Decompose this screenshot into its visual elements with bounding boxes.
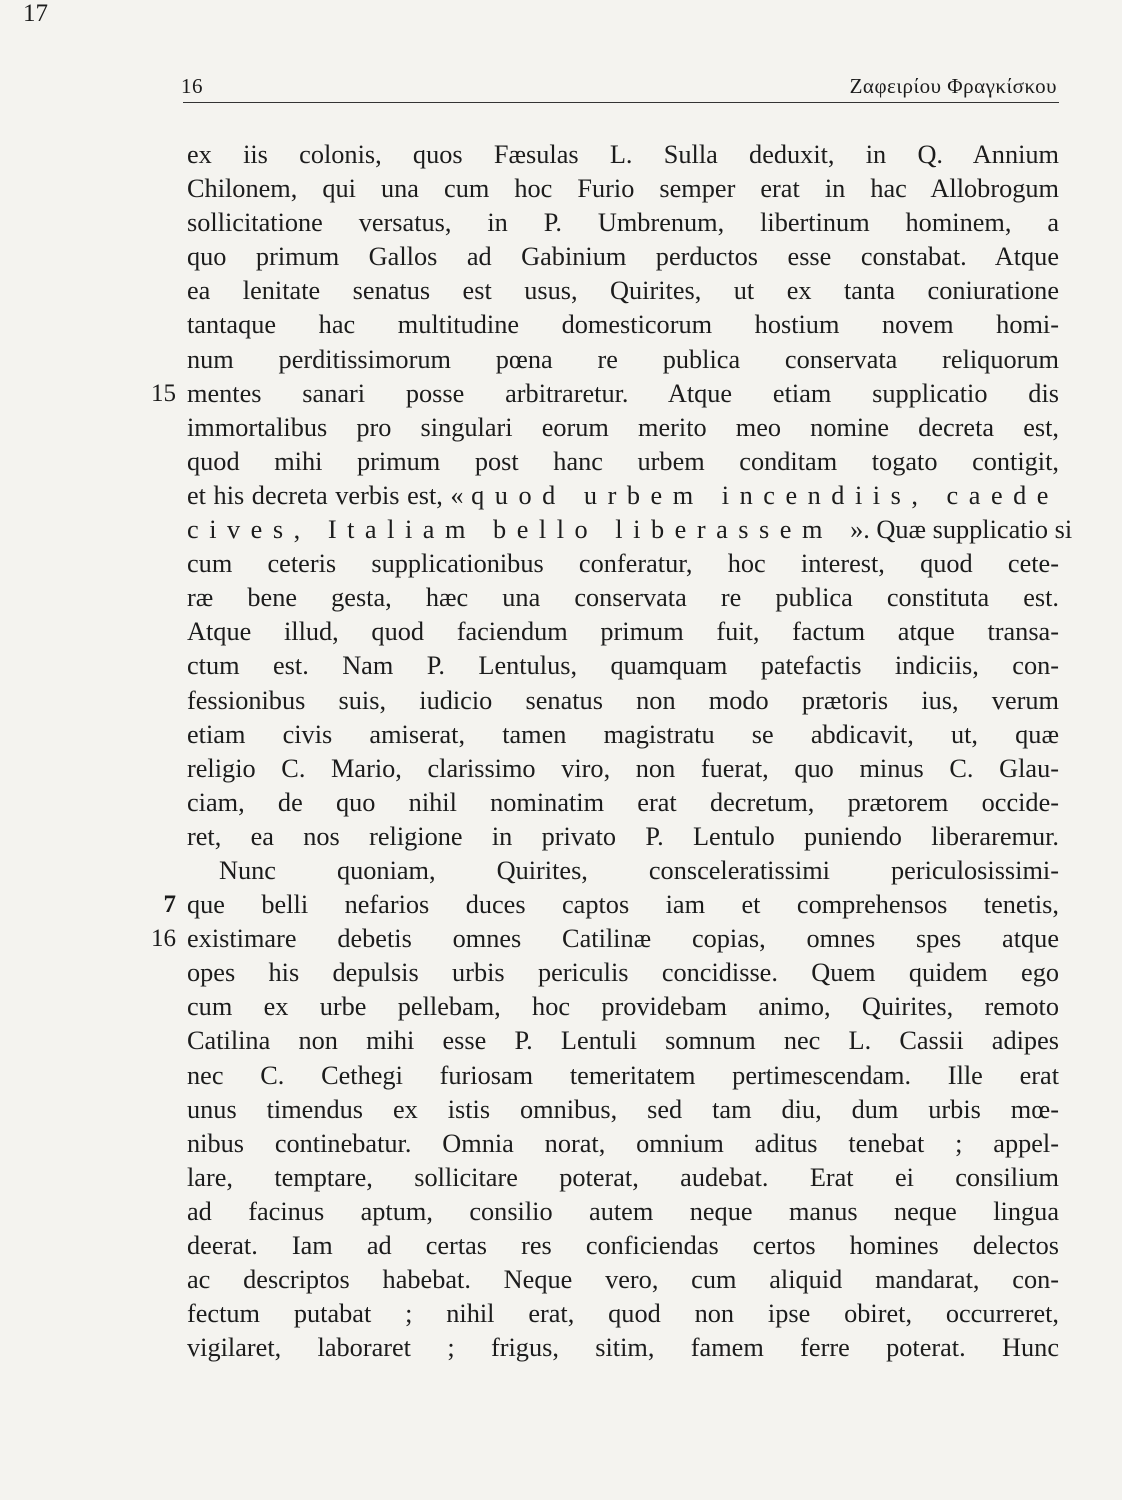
text-line: num perditissimorum pœna re publica conservata reliquorum (187, 344, 1059, 374)
running-title: Ζαφειρίου Φραγκίσκου (849, 74, 1057, 98)
body-text (187, 138, 1073, 1365)
text-line: deerat. Iam ad certas res conficiendas certos homines delectos (187, 1231, 1059, 1260)
text-line: opes his depulsis urbis periculis concidisse. Quem quidem ego (187, 958, 1059, 988)
text-line: nec C. Cethegi furiosam temeritatem pertimescendam. Ille erat (187, 1060, 1059, 1090)
text-line: sollicitatione versatus, in P. Umbrenum, libertinum hominem, a (187, 208, 1059, 238)
page-number: 16 (181, 74, 203, 98)
text-line: Chilonem, qui una cum hoc Furio semper erat in hac Allobrogum (187, 174, 1059, 204)
text-line: ac descriptos habebat. Neque vero, cum aliquid mandarat, con- (187, 1265, 1059, 1295)
text-line: lare, temptare, sollicitare poterat, audebat. Erat ei consilium (187, 1162, 1059, 1192)
text-line: Catilina non mihi esse P. Lentuli somnum nec L. Cassii adipes (187, 1026, 1059, 1056)
text-line: nibus continebatur. Omnia norat, omnium aditus tenebat ; appel- (187, 1128, 1059, 1158)
text-line: que belli nefarios duces captos iam et comprehensos tenetis, (187, 890, 1059, 920)
text-line: vigilaret, laboraret ; frigus, sitim, famem ferre poterat. Hunc (187, 1333, 1059, 1363)
text-line: Atque illud, quod faciendum primum fuit, factum atque transa- (187, 617, 1059, 647)
text-line: ciam, de quo nihil nominatim erat decretum, prætorem occide- (187, 787, 1059, 817)
text-line: et his decreta verbis est, « quod urbem incendiis, caede (187, 480, 1059, 510)
text-line: fectum putabat ; nihil erat, quod non ipse obiret, occurreret, (187, 1299, 1059, 1329)
margin-number: 16 (151, 925, 176, 952)
text-line: cives, Italiam bello liberassem ». Quæ supplicatio si (187, 515, 1073, 545)
header-rule (183, 102, 1059, 103)
text-line: fessionibus suis, iudicio senatus non modo prætoris ius, verum (187, 685, 1059, 715)
page-header (183, 68, 1059, 102)
text-line: ex iis colonis, quos Fæsulas L. Sulla deduxit, in Q. Annium (187, 140, 1059, 169)
text-line: religio C. Mario, clarissimo viro, non fuerat, quo minus C. Glau- (187, 753, 1059, 783)
section-number: 7 (163, 891, 176, 918)
margin-number: 15 (151, 380, 176, 407)
text-line: etiam civis amiserat, tamen magistratu se abdicavit, ut, quæ (187, 719, 1059, 749)
margin-number: 17 (23, 0, 48, 27)
text-line: Nunc quoniam, Quirites, consceleratissimi periculosissimi- (219, 855, 1059, 885)
text-line: quo primum Gallos ad Gabinium perductos esse constabat. Atque (187, 242, 1059, 272)
text-line: ret, ea nos religione in privato P. Lentulo puniendo liberaremur. (187, 821, 1059, 851)
text-line: ræ bene gesta, hæc una conservata re publica constituta est. (187, 583, 1059, 613)
decree-quote: cives, Italiam bello liberassem (187, 515, 851, 545)
text-line: ctum est. Nam P. Lentulus, quamquam patefactis indiciis, con- (187, 651, 1059, 681)
text-line: mentes sanari posse arbitraretur. Atque etiam supplicatio dis (187, 378, 1059, 408)
text-line: ea lenitate senatus est usus, Quirites, ut ex tanta coniuratione (187, 276, 1059, 306)
text-line: quod mihi primum post hanc urbem conditam togato contigit, (187, 446, 1059, 476)
text-line: tantaque hac multitudine domesticorum hostium novem homi- (187, 310, 1059, 340)
text-line: unus timendus ex istis omnibus, sed tam diu, dum urbis mœ- (187, 1094, 1059, 1124)
text-line: cum ceteris supplicationibus conferatur, hoc interest, quod cete- (187, 549, 1059, 579)
text-line: ad facinus aptum, consilio autem neque manus neque lingua (187, 1196, 1059, 1226)
text-line: existimare debetis omnes Catilinæ copias, omnes spes atque (187, 924, 1059, 954)
decree-quote: quod urbem incendiis, caede (471, 480, 1059, 510)
text-line: immortalibus pro singulari eorum merito meo nomine decreta est, (187, 412, 1059, 442)
text-line: cum ex urbe pellebam, hoc providebam animo, Quirites, remoto (187, 992, 1059, 1022)
